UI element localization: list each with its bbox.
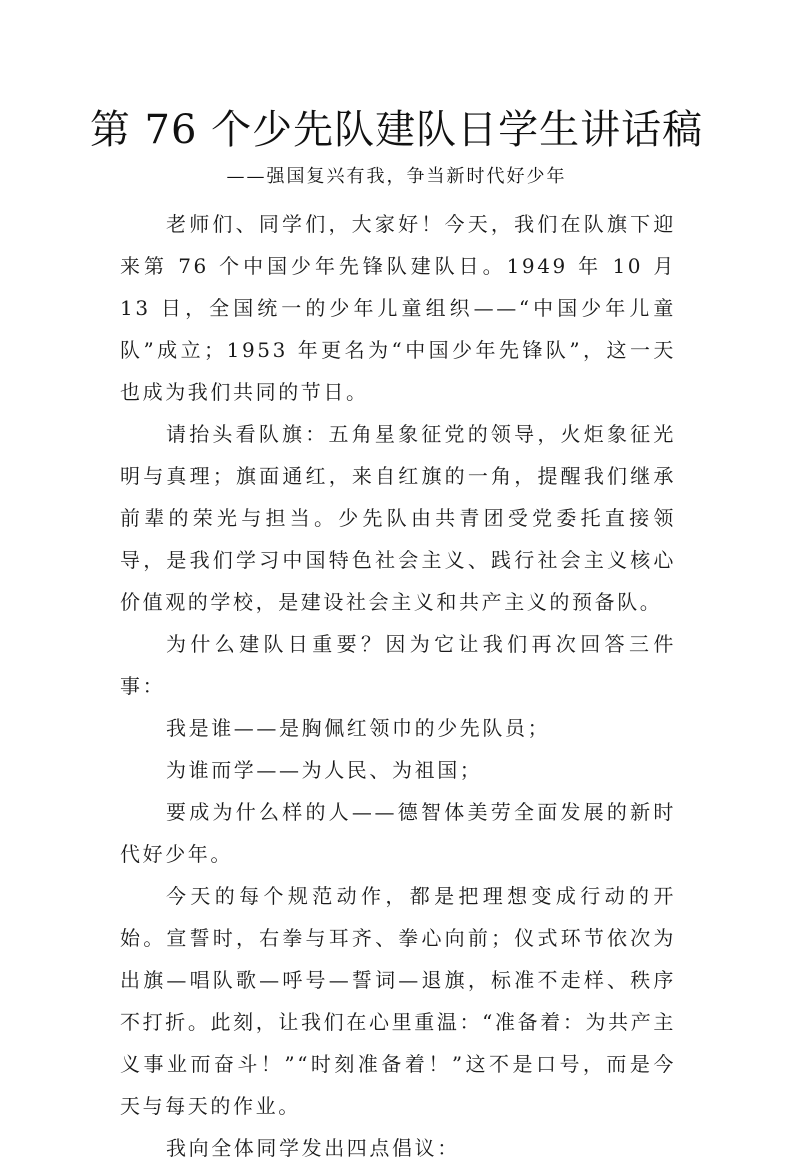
paragraph-who-am-i: 我是谁——是胸佩红领巾的少先队员； — [166, 716, 551, 740]
paragraph-learn-for-whom: 为谁而学——为人民、为祖国； — [166, 758, 483, 782]
paragraph-question: 为什么建队日重要？因为它让我们再次回答三件事： — [120, 632, 676, 698]
paragraph-flag: 请抬头看队旗：五角星象征党的领导，火炬象征光明与真理；旗面通红，来自红旗的一角，提醒我们继承前辈的荣光与担当。少先队由共青团受党委托直接领导，是我们学习中国特色社会主义、践行社会主义核心价值观的学校，是建设社会主义和共产主义的预备队。 — [120, 422, 676, 614]
document-body — [120, 203, 676, 1169]
paragraph-greeting: 老师们、同学们，大家好！今天，我们在队旗下迎来第 76 个中国少年先锋队建队日。1949 年 10 月 13 日，全国统一的少年儿童组织——“中国少年儿童队”成立；1953 年更名为“中国少年先锋队”，这一天也成为我们共同的节日。 — [120, 212, 676, 404]
document-title: 第 76 个少先队建队日学生讲话稿 — [89, 107, 704, 153]
paragraph-what-person: 要成为什么样的人——德智体美劳全面发展的新时代好少年。 — [120, 800, 676, 866]
document-subtitle: ——强国复兴有我，争当新时代好少年 — [226, 166, 567, 187]
paragraph-proposals: 我向全体同学发出四点倡议： — [166, 1136, 460, 1160]
paragraph-ceremony: 今天的每个规范动作，都是把理想变成行动的开始。宣誓时，右拳与耳齐、拳心向前；仪式环节依次为出旗—唱队歌—呼号—誓词—退旗，标准不走样、秩序不打折。此刻，让我们在心里重温：“准备着：为共产主义事业而奋斗！”“时刻准备着！”这不是口号，而是今天与每天的作业。 — [120, 884, 676, 1118]
